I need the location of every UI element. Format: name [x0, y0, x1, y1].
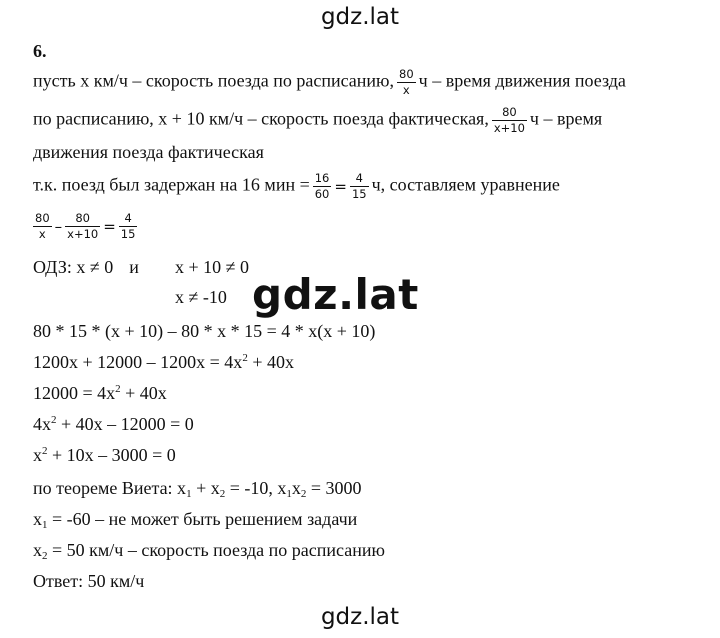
solution-line-2	[33, 106, 602, 135]
watermark-top: gdz.lat	[320, 4, 400, 30]
equation-fraction-1	[33, 212, 52, 241]
line1-text-a: пусть х км/ч – скорость поезда по расписанию,	[33, 70, 395, 91]
fraction-denominator: x+10	[493, 121, 525, 135]
exponent: 2	[51, 414, 57, 426]
subscript: 1	[286, 488, 292, 500]
subscript: 2	[219, 488, 226, 500]
equation-fraction-3	[119, 212, 138, 241]
fraction-denominator: 60	[314, 187, 330, 201]
root2-b: = 50 км/ч – скорость поезда по расписанию	[47, 540, 385, 560]
watermark-bottom: gdz.lat	[320, 604, 400, 630]
root1-b: = -60 – не может быть решением задачи	[47, 509, 358, 529]
fraction-numerator: 4	[124, 211, 132, 225]
vieta-e: = 3000	[306, 478, 362, 498]
solution-line-3: движения поезда фактическая	[33, 142, 264, 162]
minus-sign: –	[54, 217, 63, 236]
step5-b: + 10х – 3000 = 0	[47, 445, 176, 465]
fraction-numerator: 4	[355, 171, 363, 185]
line4-text-a: т.к. поезд был задержан на 16 мин =	[33, 174, 310, 195]
step-1: 80 * 15 * (х + 10) – 80 * х * 15 = 4 * х(х + 10)	[33, 321, 376, 341]
fraction-denominator: 15	[351, 187, 367, 201]
fraction-denominator: x+10	[67, 227, 99, 241]
equation-fraction-2	[65, 212, 100, 241]
fraction-16-60	[313, 172, 332, 201]
step4-b: + 40х – 12000 = 0	[56, 414, 194, 434]
equals-sign: =	[334, 177, 347, 196]
step5-a: х	[33, 445, 42, 465]
line4-text-b: ч, составляем уравнение	[371, 174, 560, 195]
vieta-line	[33, 477, 362, 499]
subscript: 2	[300, 488, 307, 500]
odz-condition-1: х + 10 ≠ 0	[175, 257, 250, 277]
vieta-b: + х	[191, 478, 220, 498]
vieta-d: х	[291, 478, 301, 498]
odz-and: и	[129, 257, 139, 277]
step4-a: 4х	[33, 414, 51, 434]
fraction-numerator: 16	[314, 171, 330, 185]
fraction-numerator: 80	[75, 211, 90, 225]
task-number: 6.	[33, 41, 47, 61]
vieta-c: = -10, х	[225, 478, 287, 498]
fraction-denominator: x	[33, 226, 52, 241]
root1-a: х	[33, 509, 42, 529]
subscript: 2	[42, 550, 48, 562]
root-1	[33, 508, 357, 530]
exponent: 2	[115, 383, 121, 395]
step2-a: 1200х + 12000 – 1200х = 4х	[33, 352, 243, 372]
line1-text-b: ч – время движения поезда	[418, 70, 626, 91]
step2-b: + 40х	[247, 352, 294, 372]
subscript: 1	[42, 519, 48, 531]
step3-b: + 40х	[120, 383, 167, 403]
odz-label: ОДЗ: х ≠ 0	[33, 257, 114, 277]
fraction-numerator: 80	[502, 105, 517, 119]
fraction-80-x	[397, 68, 416, 97]
solution-line-1	[33, 68, 626, 97]
fraction-4-15	[350, 172, 369, 201]
watermark-middle: gdz.lat	[252, 270, 419, 319]
step-2	[33, 351, 294, 373]
step-3	[33, 382, 167, 404]
line2-text-b: ч – время	[529, 108, 603, 129]
vieta-a: по теореме Виета: х	[33, 478, 187, 498]
odz-line	[33, 256, 139, 278]
fraction-denominator: 15	[120, 227, 136, 241]
step-5	[33, 444, 176, 466]
answer-line: Ответ: 50 км/ч	[33, 571, 145, 591]
fraction-80-x-plus-10	[492, 106, 527, 135]
subscript: 1	[186, 488, 192, 500]
root2-a: х	[33, 540, 42, 560]
equals-sign: =	[103, 217, 116, 236]
main-equation	[30, 212, 140, 241]
line2-text-a: по расписанию, х + 10 км/ч – скорость поезда фактическая,	[33, 108, 489, 129]
step-4	[33, 413, 194, 435]
fraction-numerator: 80	[35, 211, 50, 225]
step3-a: 12000 = 4х	[33, 383, 116, 403]
exponent: 2	[42, 445, 48, 457]
fraction-denominator: x	[397, 82, 416, 97]
exponent: 2	[242, 352, 248, 364]
fraction-numerator: 80	[399, 67, 414, 81]
solution-line-4	[33, 172, 560, 201]
odz-condition-2: х ≠ -10	[175, 287, 227, 307]
root-2	[33, 539, 385, 561]
